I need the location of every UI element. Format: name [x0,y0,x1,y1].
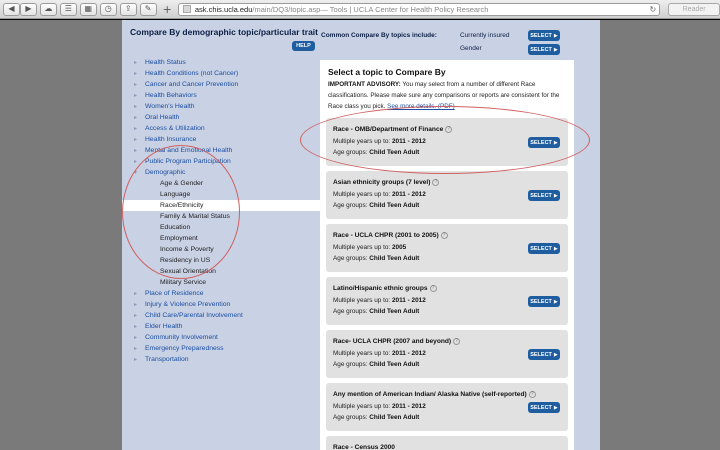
arrow-right-icon: ▶ [553,32,558,39]
nav-item[interactable]: ▸ Health Status [122,57,320,68]
nav-item-demographic[interactable]: ▾ Demographic [122,167,320,178]
topic-years [333,403,426,410]
select-label: SELECT [530,404,552,411]
years-value: 2011 - 2012 [391,138,426,145]
topic-card [326,224,568,272]
share-icon[interactable]: ⇪ [120,3,137,16]
sub-item[interactable]: Military Service [160,279,207,286]
topic-card [326,277,568,325]
topic-card [326,171,568,219]
arrow-right-icon: ▶ [553,192,558,199]
years-value: 2011 - 2012 [391,191,426,198]
topic-ages [333,308,419,315]
reader-button[interactable]: Reader [668,3,720,16]
topic-name: Any mention of American Indian/ Alaska Native (self-reported) [333,391,527,398]
topic-name: Race - OMB/Department of Finance [333,126,444,133]
page-tab-title: — Tools | UCLA Center for Health Policy Research [320,4,489,14]
page-title: Compare By demographic topic/particular trait [130,27,318,37]
pdf-details-link[interactable]: See more details. (PDF) [387,103,455,110]
nav-item[interactable]: ▸ Place of Residence [122,288,320,299]
select-label: SELECT [530,298,552,305]
nav-item[interactable]: ▸ Child Care/Parental Involvement [122,310,320,321]
help-question-icon[interactable]: ? [445,126,452,133]
topic-card-title [333,285,437,292]
topic-panel [320,60,574,450]
nav-item[interactable]: ▸ Oral Health [122,112,320,123]
reload-icon[interactable]: ↻ [649,4,657,14]
advisory-body: You may select from a number of different Race classifications. Please make sure any comparisons or reports are consistent for the Race class you pick. [328,81,560,110]
arrow-right-icon: ▶ [553,351,558,358]
arrow-right-icon: ▶ [553,139,558,146]
years-value: 2005 [391,244,407,251]
topic-ages [333,414,419,421]
common-topic-currently-insured: Currently insured [460,32,510,39]
years-label: Multiple years up to: [333,244,391,251]
ages-value: Child Teen Adult [369,255,420,262]
ages-label: Age groups: [333,414,368,421]
sub-item[interactable]: Sexual Orientation [160,268,216,275]
select-label: SELECT [530,192,552,199]
sub-item[interactable]: Income & Poverty [160,246,214,253]
years-label: Multiple years up to: [333,138,391,145]
nav-item[interactable]: ▸ Access & Utilization [122,123,320,134]
arrow-right-icon: ▶ [553,46,558,53]
nav-item[interactable]: ▸ Community Involvement [122,332,320,343]
select-topic-button[interactable] [528,296,560,307]
ages-label: Age groups: [333,308,368,315]
topic-years [333,138,426,145]
address-bar[interactable] [178,3,660,16]
topic-card-title [333,126,452,133]
new-tab-icon[interactable]: + [162,2,172,16]
select-label: SELECT [530,46,552,53]
ages-value: Child Teen Adult [369,149,420,156]
arrow-right-icon: ▶ [553,298,558,305]
nav-item[interactable]: ▸ Injury & Violence Prevention [122,299,320,310]
nav-item[interactable]: ▸ Health Conditions (not Cancer) [122,68,320,79]
sub-item[interactable]: Employment [160,235,198,242]
nav-item[interactable]: ▸ Transportation [122,354,320,365]
help-button[interactable]: HELP [292,41,315,51]
topic-card-title [333,179,439,186]
topic-years [333,244,406,251]
years-label: Multiple years up to: [333,403,391,410]
select-topic-button[interactable] [528,349,560,360]
topic-card-title: Race - Census 2000 [333,444,395,450]
topic-card [326,436,568,450]
topic-ages [333,149,419,156]
sub-item[interactable]: Age & Gender [160,180,204,187]
topic-name: Asian ethnicity groups (7 level) [333,179,431,186]
top-sites-icon[interactable]: ▦ [80,3,97,16]
nav-item[interactable]: ▸ Health Behaviors [122,90,320,101]
nav-item[interactable]: ▸ Elder Health [122,321,320,332]
years-value: 2011 - 2012 [391,403,426,410]
topic-card [326,118,568,166]
select-topic-button[interactable] [528,402,560,413]
topic-years [333,191,426,198]
sub-item[interactable]: Education [160,224,191,231]
ages-value: Child Teen Adult [369,414,420,421]
site-container [122,20,600,450]
ages-label: Age groups: [333,361,368,368]
browser-toolbar [0,0,720,19]
ages-label: Age groups: [333,255,368,262]
help-question-icon[interactable]: ? [432,179,439,186]
topic-years [333,297,426,304]
ages-value: Child Teen Adult [369,308,420,315]
select-currently-insured-button[interactable] [528,30,560,41]
arrow-right-icon: ▶ [553,245,558,252]
nav-item[interactable]: ▸ Cancer and Cancer Prevention [122,79,320,90]
topic-name: Latino/Hispanic ethnic groups [333,285,428,292]
ages-value: Child Teen Adult [369,202,420,209]
topic-card-title [333,232,448,239]
url-host: ask.chis.ucla.edu [194,4,253,14]
ages-value: Child Teen Adult [369,361,420,368]
help-question-icon[interactable]: ? [441,232,448,239]
select-label: SELECT [530,245,552,252]
help-question-icon[interactable]: ? [430,285,437,292]
topic-card-title [333,338,460,345]
sub-item[interactable]: Language [160,191,191,198]
bookmark-icon[interactable]: ✎ [140,3,157,16]
back-icon[interactable]: ◀ [3,3,20,16]
select-topic-button[interactable] [528,243,560,254]
favicon-icon [183,5,191,13]
select-label: SELECT [530,32,552,39]
topic-ages [333,361,419,368]
years-label: Multiple years up to: [333,191,391,198]
nav-item[interactable]: ▸ Emergency Preparedness [122,343,320,354]
topic-ages [333,202,419,209]
ages-label: Age groups: [333,202,368,209]
forward-icon[interactable]: ▶ [20,3,37,16]
panel-title: Select a topic to Compare By [328,67,446,77]
select-topic-button[interactable] [528,190,560,201]
select-label: SELECT [530,139,552,146]
years-value: 2011 - 2012 [391,297,426,304]
topic-nav [122,57,320,365]
advisory-label: IMPORTANT ADVISORY: [328,81,401,88]
cloud-icon[interactable]: ☁ [40,3,57,16]
topic-card [326,383,568,431]
advisory-text [328,79,570,112]
select-gender-button[interactable] [528,44,560,55]
page-background [0,20,720,450]
years-label: Multiple years up to: [333,350,391,357]
sub-item[interactable]: Residency in US [160,257,211,264]
sub-item[interactable]: Family & Marital Status [160,213,230,220]
help-question-icon[interactable]: ? [453,338,460,345]
years-label: Multiple years up to: [333,297,391,304]
topic-name: Race - UCLA CHPR (2001 to 2005) [333,232,439,239]
topic-name: Race- UCLA CHPR (2007 and beyond) [333,338,452,345]
nav-item[interactable]: ▸ Mental and Emotional Health [122,145,320,156]
url-path: /main/DQ3/topic.asp [252,4,321,14]
reading-list-icon[interactable]: ☰ [60,3,77,16]
select-topic-button[interactable] [528,137,560,148]
history-icon[interactable]: ◷ [100,3,117,16]
select-label: SELECT [530,351,552,358]
arrow-right-icon: ▶ [553,404,558,411]
topic-card-title [333,391,536,398]
help-question-icon[interactable]: ? [529,391,536,398]
nav-item[interactable]: ▸ Public Program Participation [122,156,320,167]
nav-item[interactable]: ▸ Health Insurance [122,134,320,145]
topic-ages [333,255,419,262]
topic-years [333,350,426,357]
sub-item-race-ethnicity[interactable]: Race/Ethnicity [122,200,320,211]
years-value: 2011 - 2012 [391,350,426,357]
common-topic-gender: Gender [460,45,482,52]
topic-card [326,330,568,378]
ages-label: Age groups: [333,149,368,156]
nav-item[interactable]: ▸ Women's Health [122,101,320,112]
common-topics-label: Common Compare By topics include: [321,32,437,39]
